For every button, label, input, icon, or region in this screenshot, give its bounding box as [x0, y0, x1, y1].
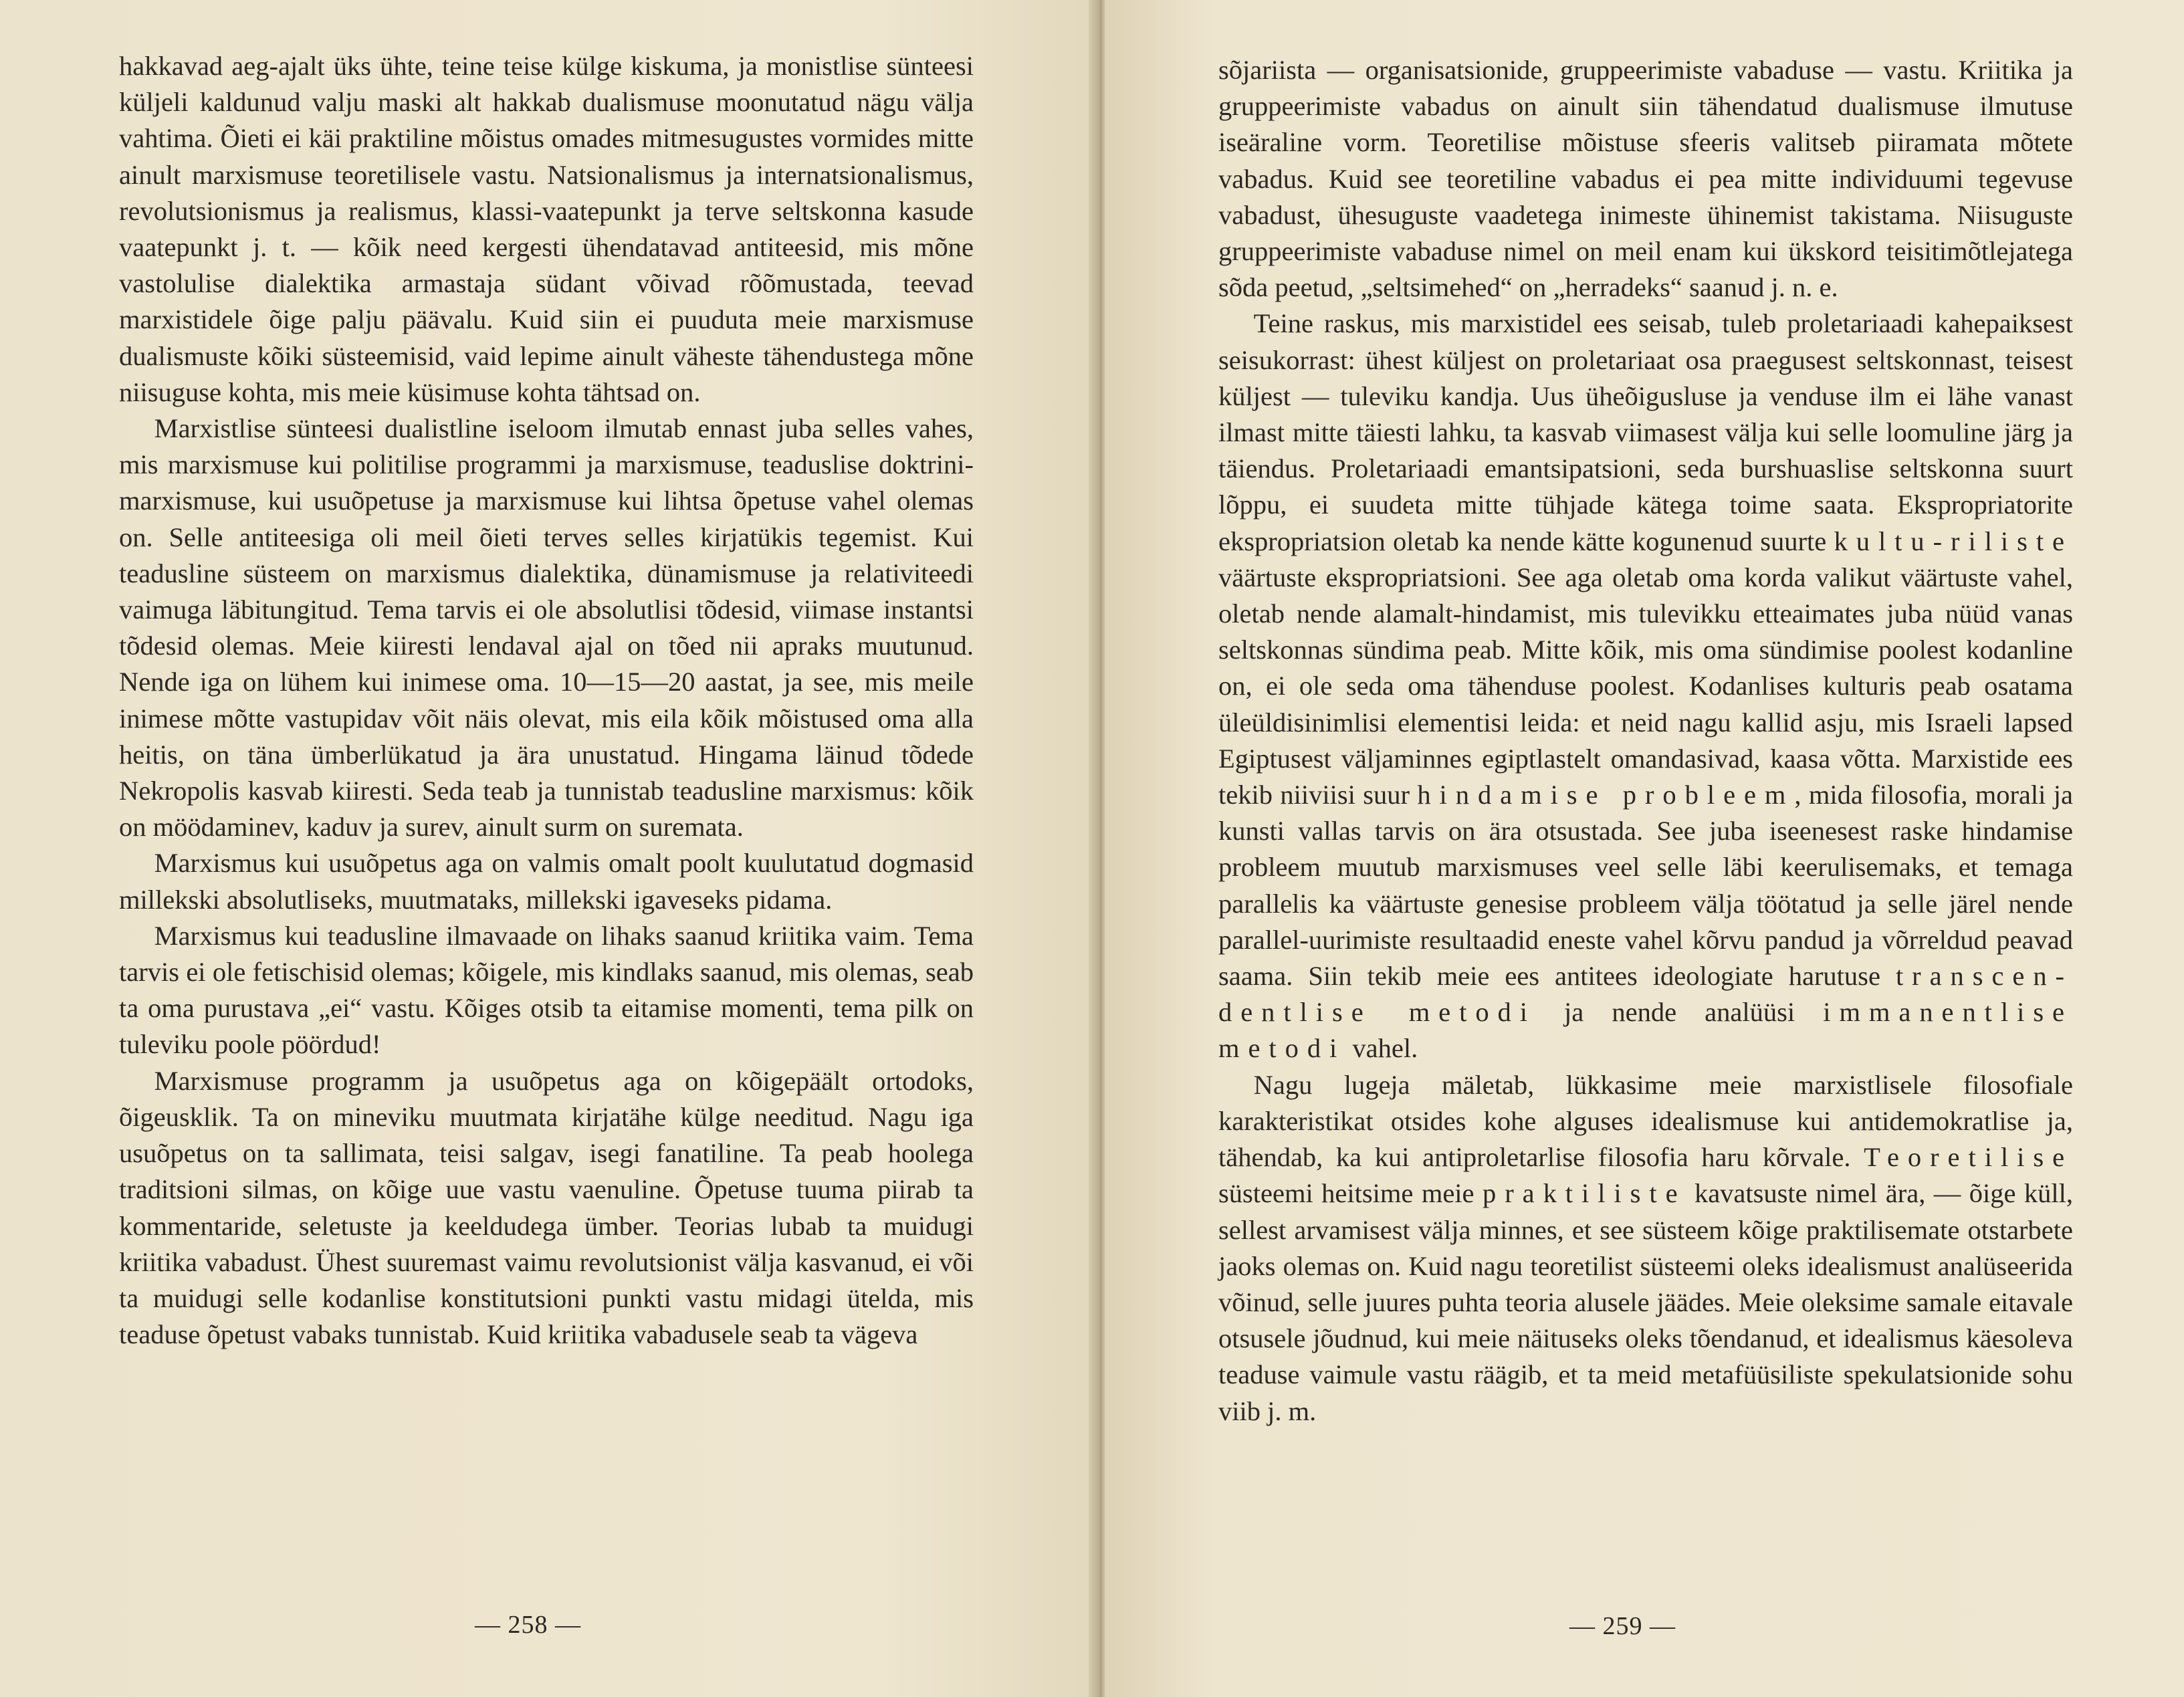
text-run: süsteemi heitsime meie: [1218, 1178, 1483, 1209]
paragraph: Marxismus kui usuõpetus aga on valmis omalt poolt kuulutatud dogmasid millekski absolutliseks, muutmataks, millekski igaveseks pidama.: [119, 848, 974, 915]
text-run: Teine raskus, mis marxistidel ees seisab, tuleb proletariaadi kahepaiksest seisukorrast: ühest küljest on proletariaat osa praegusest seltskonnast, teisest küljest — tuleviku kandja. Uus üheõigusluse ja venduse ilm ei lähe vanast ilmast mitte täiesti lahku, ta kasvab viimasest välja kui selle loomuline järg ja täiendus. Proletariaadi emantsipatsioni, seda burshuaslise seltskonna suurt lõppu, ei suudeta mitte tühjade kätega toime saata. Ekspropriatorite ekspropriatsion oletab ka nende kätte kogunenud suurte: [1218, 308, 2073, 556]
paragraph: [1218, 306, 2073, 1066]
spaced-emphasis: hindamise probleem: [1417, 780, 1795, 810]
paragraph: [1218, 52, 2073, 306]
paragraph: Marxismus kui teadusline ilmavaade on lihaks saanud kriitika vaim. Tema tarvis ei ole fetischisid olemas; kõigele, mis kindlaks saanud, mis olemas, seab ta oma purustava „ei“ vastu. Kõiges otsib ta eitamise momenti, tema pilk on tuleviku poole pöördud!: [119, 920, 974, 1060]
text-run: väärtuste ekspropriatsioni. See aga oletab oma korda valikut väärtuste vahel, oletab nende alamalt-hindamist, mis tulevikku etteaimates juba nüüd vanas seltskonnas sündima peab. Mitte kõik, mis oma sündimise poolest kodanline on, ei ole seda oma tähenduse poolest. Kodanlises kulturis peab osatama üleüldisinimlisi elementisi leida: et neid nagu kallid asju, mis Israeli lapsed Egiptusest väljaminnes egiptlastelt omandasivad, kaasa võtta. Marxistide ees tekib niiviisi suur: [1218, 562, 2073, 810]
text-run: ja nende analüüsi: [1535, 997, 1824, 1028]
page-number-left: — 258 —: [475, 1611, 581, 1639]
text-run: sõjariista — organisatsionide, gruppeerimiste vabaduse — vastu. Kriitika ja gruppeerimiste vabadus on ainult siin tähendatud dualismuse ilmutuse iseäraline vorm. Teoretilise mõistuse sfeeris valitseb piiramata mõtete vabadus. Kuid see teoretiline vabadus ei pea mitte individuumi tegevuse vabadust, ühesuguste vaadetega inimeste ühinemist takistama. Niisuguste gruppeerimiste vabaduse nimel on meil enam kui ükskord teisitimõtlejatega sõda peetud, „seltsimehed“ on „herradeks“ saanud j. n. e.: [1218, 55, 2073, 303]
spaced-emphasis: immanentlise metodi: [1218, 997, 2073, 1064]
spaced-emphasis: kultu-riliste: [1834, 526, 2073, 556]
paragraph: Marxistlise sünteesi dualistline iseloom ilmutab ennast juba selles vahes, mis marxismuse kui politilise programmi ja marxismuse, teaduslise doktrini-marxismuse, kui usuõpetuse ja marxismuse kui lihtsa õpetuse vahel olemas on. Selle antiteesiga oli meil õieti terves selles kirjatükis tegemist. Kui teadusline süsteem on marxismus dialektika, dünamismuse ja relativiteedi vaimuga läbitungitud. Tema tarvis ei ole absolutlisi tõdesid, viimase instantsi tõdesid olemas. Meie kiiresti lendaval ajal on tõed nii apraks muutunud. Nende iga on lühem kui inimese oma. 10—15—20 aastat, ja see, mis meile inimese mõtte vastupidav võit näis olevat, mis eila kõik mõistused oma alla heitis, on täna ümberlükatud ja ära unustatud. Hingama läinud tõdede Nekropolis kasvab kiiresti. Seda teab ja tunnistab teadusline marxismus: kõik on möödaminev, kaduv ja surev, ainult surm on surematа.: [119, 413, 974, 842]
text-run: vahel.: [1345, 1033, 1418, 1064]
paragraph: [1218, 1067, 2073, 1430]
text-run: Nagu lugeja mäletab, lükkasime meie marxistlisele filosofiale karakteristikat otsides kohe alguses idealismuse kui antidemokratlise ja, tähendab, ka kui antiproletarlise filosofia haru kõrvale.: [1218, 1069, 2073, 1173]
text-run: kavatsuste nimel ära, — õige küll, sellest arvamisest välja minnes, et see süsteem kõige praktilisemate otstarbete jaoks olemas on. Kuid nagu teoretilist süsteemi oleks idealismust analüseerida võinud, selle juures puhta teoria alusele jäädes. Meie oleksime samale eitavale otsusele jõudnud, kui meie näituseks oleks tõendanud, et idealismus käesoleva teaduse vaimule vastu räägib, et ta meid metafüüsiliste spekulatsionide sohu viib j. m.: [1218, 1178, 2073, 1426]
right-page-text: [1218, 52, 2073, 1430]
paragraph: hakkavad aeg-ajalt üks ühte, teine teise külge kiskuma, ja monistlise sünteesi küljeli kaldunud valju maski alt hakkab dualismuse moonutatud nägu välja vahtima. Õieti ei käi praktiline mõistus omades mitmesugustes vormides mitte ainult marxismuse teoretilisele vastu. Natsionalismus ja internatsionalismus, revolutsionismus ja realismus, klassi-vaatepunkt ja terve seltskonna kasude vaatepunkt j. t. — kõik need kergesti ühendatavad antiteesid, mis mõne vastolulise dialektika armastaja südant võivad rõõmustada, teevad marxistidele õige palju päävalu. Kuid siin ei puuduta meie marxismuse dualismuste kõiki süsteemisid, vaid lepime ainult väheste tähendustega mõne niisuguse kohta, mis meie küsimuse kohta tähtsad on.: [119, 51, 974, 407]
text-run: , mida filosofia, morali ja kunsti vallas tarvis on ära otsustada. See juba iseenesest raske hindamise probleem muutub marxismuses veel selle läbi keerulisemaks, et temaga parallelis ka väärtuste genesise probleem välja töötatud ja selle järel nende parallel-uurimiste resultaadid eneste vahel kõrvu pandud ja võrreldud peavad saama. Siin tekib meie ees antitees ideologiate harutuse: [1218, 780, 2073, 992]
right-page: [1105, 0, 2184, 1697]
left-page-text: [119, 48, 974, 1353]
spaced-emphasis: praktiliste: [1482, 1178, 1686, 1209]
paragraph: Marxismuse programm ja usuõpetus aga on kõigepäält ortodoks, õigeusklik. Ta on mineviku muutmata kirjatähe külge needitud. Nagu iga usuõpetus on ta sallimata, teisi salgav, isegi fanatiline. Ta peab hoolega traditsioni silmas, on kõige uue vastu vaenuline. Õpetuse tuuma piirab ta kommentaride, seletuste ja keeldudega ümber. Teorias lubab ta muidugi kriitika vabadust. Ühest suuremast vaimu revolutsionist välja kasvanud, ei või ta muidugi selle kodanlise konstitutsioni punkti vastu midagi ütelda, mis teaduse õpetust vabaks tunnistab. Kuid kriitika vabadusele seab ta vägeva: [119, 1065, 974, 1350]
spaced-emphasis: Teoretilise: [1864, 1142, 2073, 1173]
spaced-emphasis: transcen-dentlise metodi: [1218, 961, 2073, 1028]
page-number-right: — 259 —: [1569, 1612, 1676, 1640]
